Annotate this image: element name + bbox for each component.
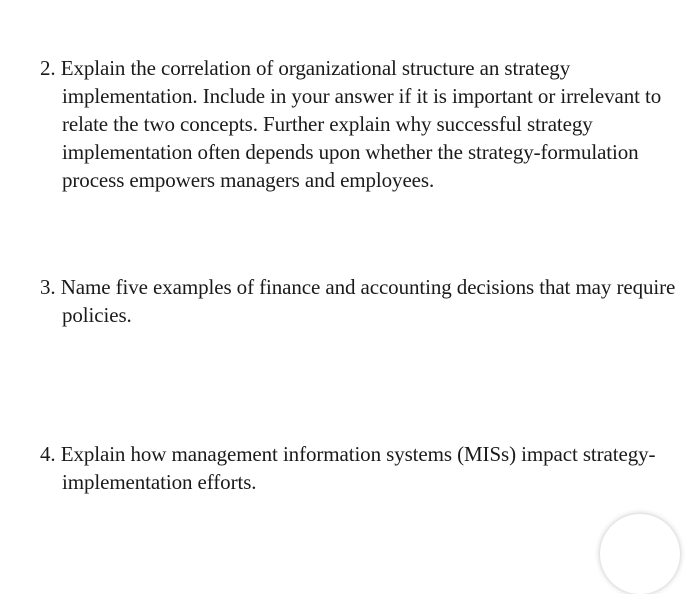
question-number: 2.: [40, 56, 56, 80]
question-3: [40, 273, 692, 329]
question-4: [40, 440, 692, 496]
question-text: Explain how management information systems (MISs) impact strategy-implementation efforts.: [60, 442, 656, 494]
question-number: 4.: [40, 442, 56, 466]
question-text: Explain the correlation of organizational structure an strategy implementation. Include in your answer if it is important or irrelevant to relate the two concepts. Further explain why successful strategy implementation often depends upon whether the strategy-formulation process empowers managers and employees.: [60, 56, 662, 192]
question-2: [40, 54, 692, 194]
floating-action-button[interactable]: [600, 514, 680, 594]
question-number: 3.: [40, 275, 56, 299]
question-text: Name five examples of finance and accounting decisions that may require policies.: [60, 275, 676, 327]
